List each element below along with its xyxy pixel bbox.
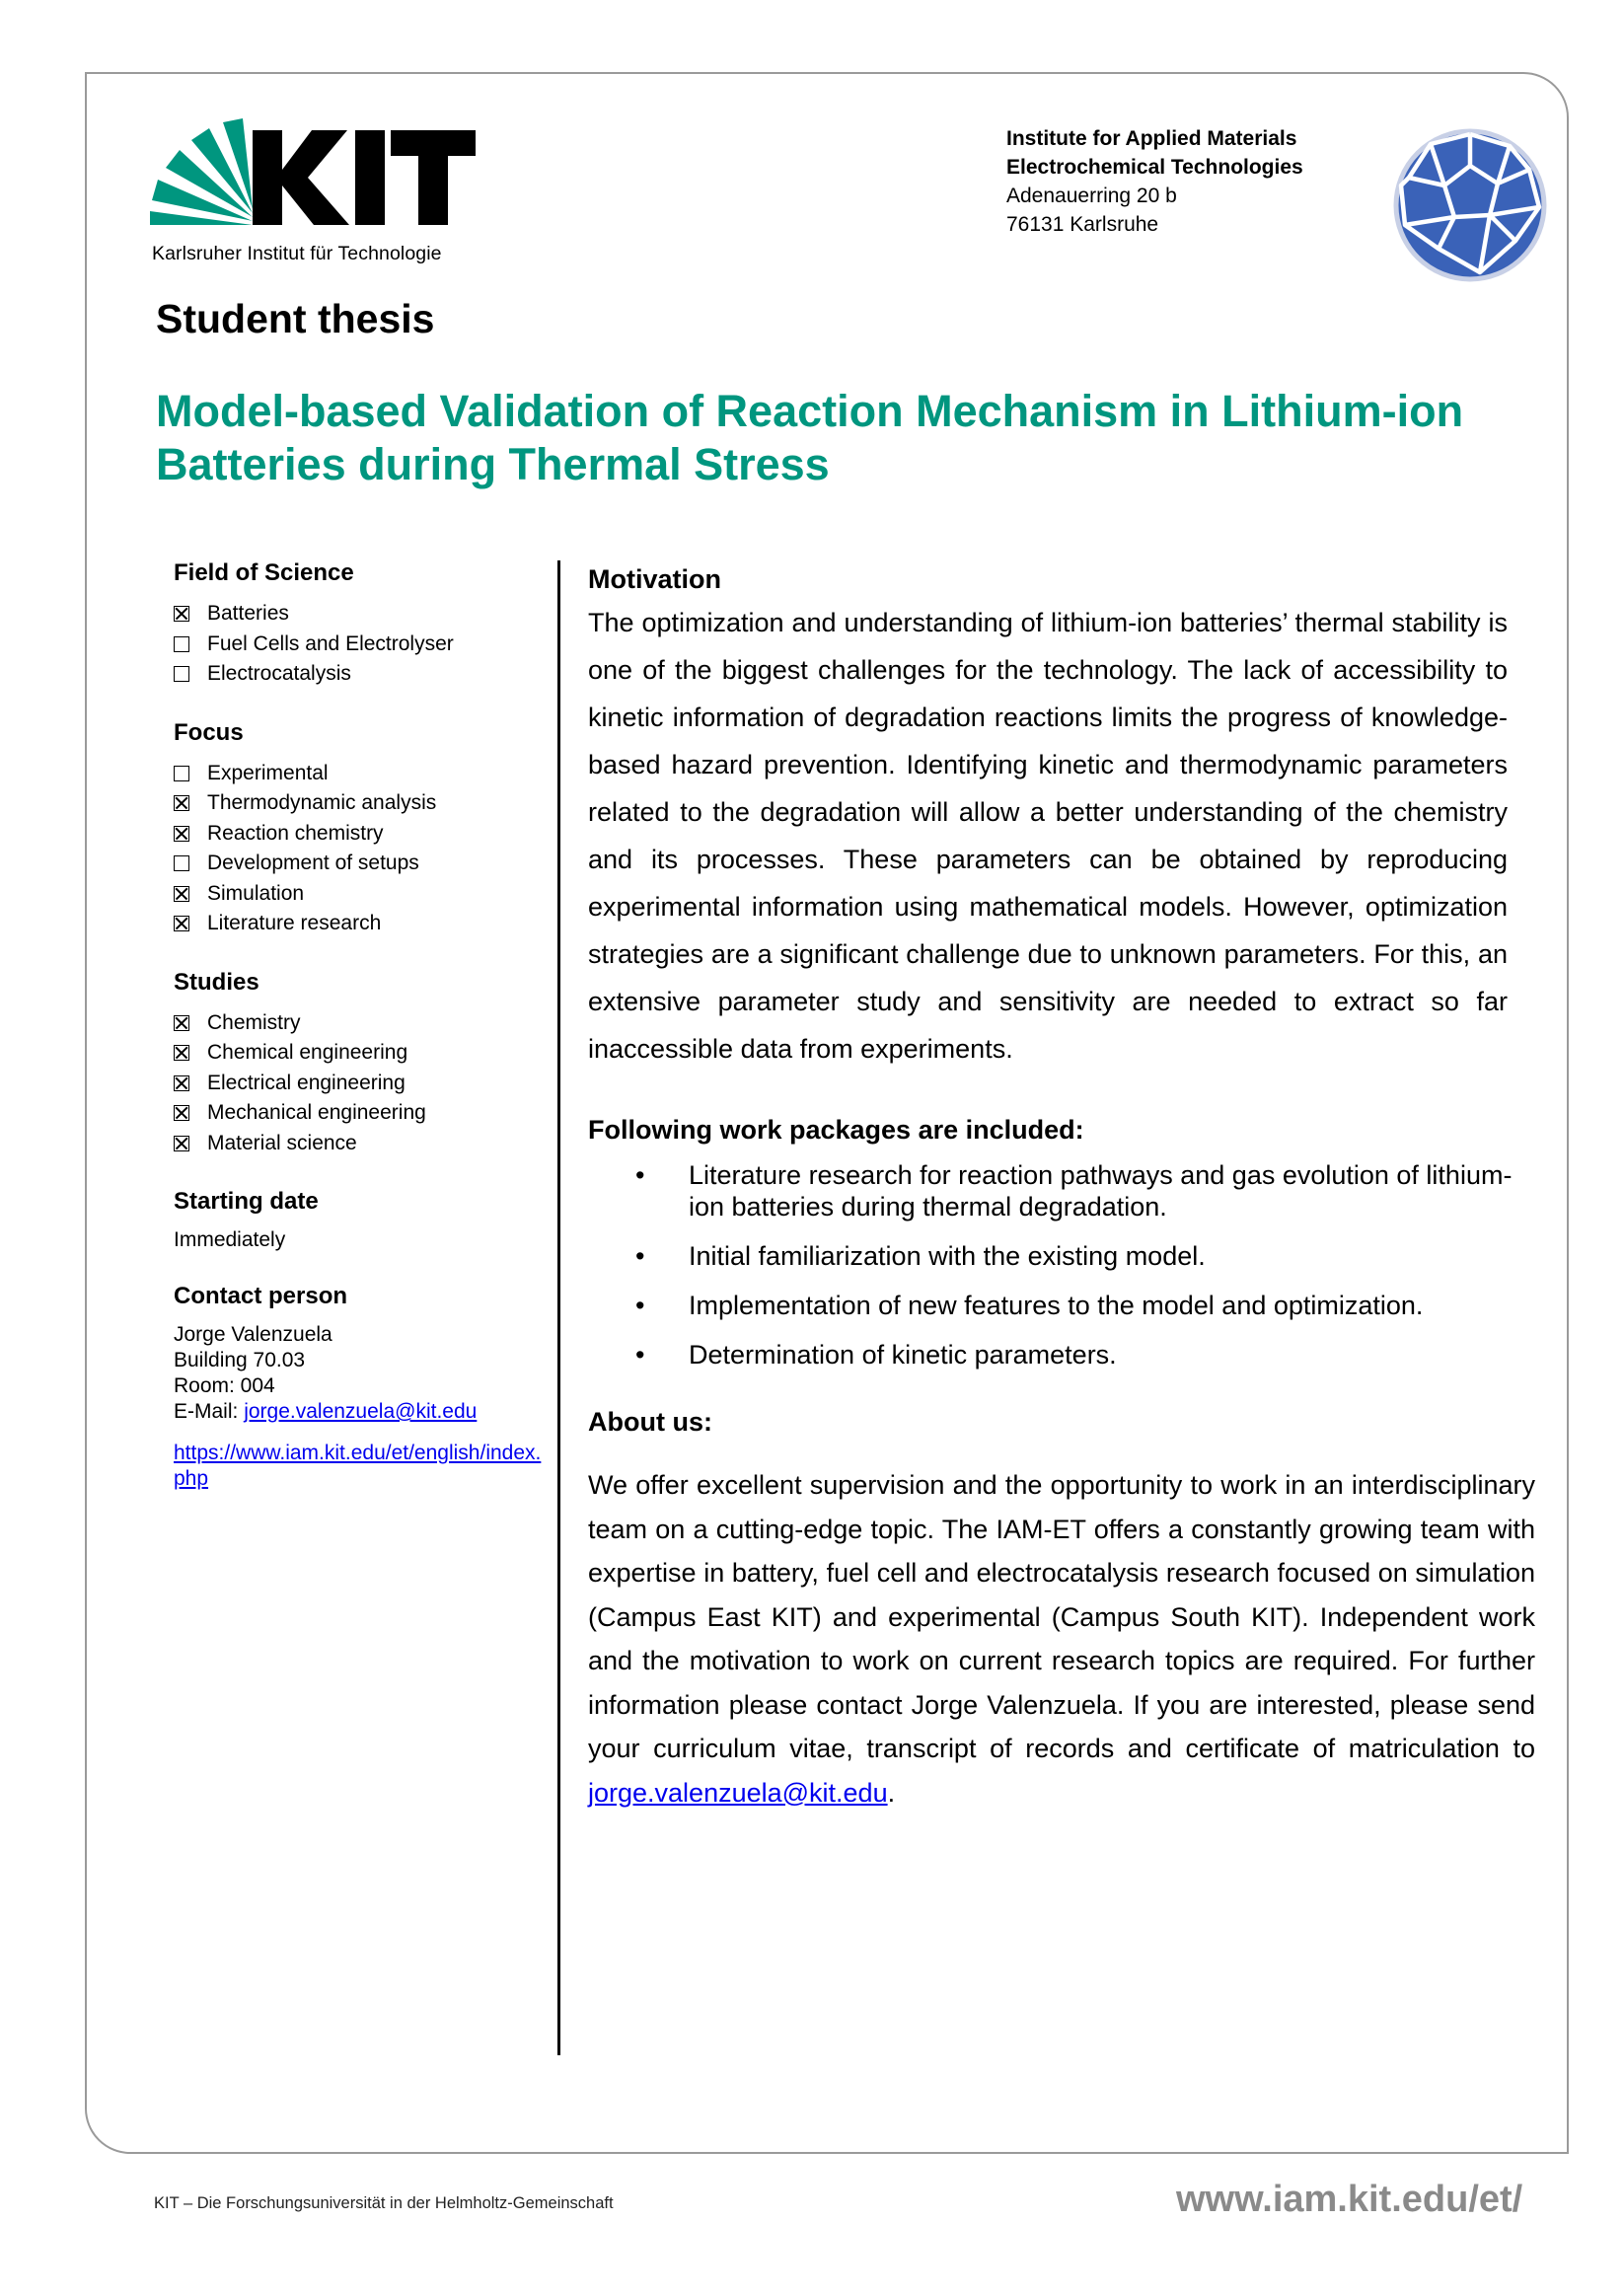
focus-item: [174, 759, 558, 789]
starting-date-section: [174, 1188, 558, 1253]
contact-email-label: E-Mail:: [174, 1400, 245, 1423]
institute-department: Electrochemical Technologies: [1006, 156, 1303, 179]
about-body: We offer excellent supervision and the opportunity to work in an interdisciplinary team on a cutting-edge topic. The IAM-ET offers a constantly growing team with expertise in battery, fuel cell and electrocatalysis research focused on simulation (Campus East KIT) and experimental (Campus South KIT). Independent work and the motivation to work on current research topics are required. For further information please contact Jorge Valenzuela. If you are interested, please send your curriculum vitae, transcript of records and certificate of matriculation to: [588, 1470, 1535, 1763]
studies-item-label: Electrical engineering: [207, 1071, 406, 1094]
focus-item: [174, 879, 558, 910]
contact-building: Building 70.03: [174, 1349, 306, 1371]
checked-checkbox-icon: [174, 1075, 189, 1091]
studies-item: [174, 1129, 558, 1159]
checked-checkbox-icon: [174, 826, 189, 842]
work-package-item: • Determination of kinetic parameters.: [588, 1339, 1535, 1370]
focus-item-label: Thermodynamic analysis: [207, 791, 437, 814]
contact-section: [174, 1283, 558, 1492]
studies-item-label: Chemistry: [207, 1010, 301, 1034]
field-of-science-heading: Field of Science: [174, 559, 354, 586]
studies-item: [174, 1008, 558, 1039]
work-packages-heading: Following work packages are included:: [588, 1115, 1084, 1145]
field-of-science-item-label: Batteries: [207, 602, 289, 625]
field-of-science-list: [174, 599, 558, 690]
focus-item: [174, 788, 558, 819]
about-end: .: [887, 1777, 896, 1808]
motivation-section: [588, 564, 1508, 1073]
contact-room: Room: 004: [174, 1374, 275, 1397]
checked-checkbox-icon: [174, 1015, 189, 1031]
focus-item-label: Experimental: [207, 761, 329, 784]
address-city: 76131 Karlsruhe: [1006, 213, 1159, 236]
unchecked-checkbox-icon: [174, 666, 189, 682]
institute-address: [1006, 124, 1303, 239]
focus-item-label: Literature research: [207, 912, 382, 934]
checked-checkbox-icon: [174, 1105, 189, 1121]
studies-item-label: Material science: [207, 1131, 357, 1154]
checked-checkbox-icon: [174, 795, 189, 811]
field-of-science-item: [174, 659, 558, 690]
polygon-ball-emblem: [1391, 126, 1549, 284]
focus-item-label: Reaction chemistry: [207, 821, 384, 845]
studies-item: [174, 1098, 558, 1129]
work-packages-section: [588, 1115, 1535, 1388]
focus-heading: Focus: [174, 718, 244, 746]
studies-item-label: Chemical engineering: [207, 1041, 408, 1064]
contact-email-link[interactable]: jorge.valenzuela@kit.edu: [244, 1400, 478, 1423]
contact-heading: Contact person: [174, 1283, 348, 1309]
about-text: [588, 1463, 1535, 1815]
contact-name: Jorge Valenzuela: [174, 1323, 332, 1346]
checked-checkbox-icon: [174, 916, 189, 931]
about-email-link[interactable]: jorge.valenzuela@kit.edu: [588, 1777, 888, 1808]
logo-subtitle: Karlsruher Institut für Technologie: [152, 243, 442, 264]
footer-url[interactable]: www.iam.kit.edu/et/: [1176, 2179, 1523, 2220]
studies-section: [174, 969, 558, 1159]
checked-checkbox-icon: [174, 1045, 189, 1061]
sidebar: [174, 559, 558, 1521]
work-package-item: • Implementation of new features to the model and optimization.: [588, 1290, 1535, 1321]
work-packages-list: [588, 1159, 1535, 1370]
institute-website-link[interactable]: https://www.iam.kit.edu/et/english/index.php: [174, 1442, 542, 1490]
focus-list: [174, 759, 558, 939]
field-of-science-item-label: Fuel Cells and Electrolyser: [207, 631, 454, 655]
motivation-text: The optimization and understanding of lithium-ion batteries’ thermal stability is one of the biggest challenges for the technology. The lack of accessibility to kinetic information of degradation reactions limits the progress of knowledge-based hazard prevention. Identifying kinetic and thermodynamic parameters related to the degradation will allow a better understanding of the chemistry and its processes. These parameters can be obtained by reproducing experimental information using mathematical models. However, optimization strategies are a significant challenge due to unknown parameters. For this, an extensive parameter study and sensitivity are needed to extract so far inaccessible data from experiments.: [588, 608, 1508, 1064]
checked-checkbox-icon: [174, 886, 189, 902]
footer-left: KIT – Die Forschungsuniversität in der Helmholtz-Gemeinschaft: [154, 2194, 614, 2212]
studies-item-label: Mechanical engineering: [207, 1101, 426, 1124]
field-of-science-section: [174, 559, 558, 690]
work-package-item: • Initial familiarization with the existing model.: [588, 1240, 1535, 1272]
about-section: [588, 1407, 1535, 1815]
contact-email-line: [174, 1399, 558, 1425]
unchecked-checkbox-icon: [174, 855, 189, 871]
field-of-science-item: [174, 630, 558, 660]
focus-item: [174, 909, 558, 939]
about-heading: About us:: [588, 1407, 712, 1437]
starting-date-value: Immediately: [174, 1228, 286, 1251]
field-of-science-item-label: Electrocatalysis: [207, 662, 351, 685]
work-package-item: • Literature research for reaction pathways and gas evolution of lithium-ion batteries during thermal degradation.: [588, 1159, 1535, 1222]
studies-heading: Studies: [174, 968, 259, 996]
thesis-title: Model-based Validation of Reaction Mechanism in Lithium-ion Batteries during Thermal Stress: [156, 386, 1464, 489]
studies-item: [174, 1038, 558, 1069]
starting-date-heading: Starting date: [174, 1188, 319, 1215]
document-type: Student thesis: [156, 296, 435, 341]
focus-section: [174, 719, 558, 939]
checked-checkbox-icon: [174, 1136, 189, 1151]
studies-list: [174, 1008, 558, 1159]
column-divider: [557, 560, 560, 2055]
motivation-heading: Motivation: [588, 564, 721, 594]
focus-item-label: Simulation: [207, 881, 305, 905]
focus-item-label: Development of setups: [207, 852, 419, 874]
unchecked-checkbox-icon: [174, 766, 189, 781]
studies-item: [174, 1069, 558, 1099]
institute-name: Institute for Applied Materials: [1006, 127, 1297, 150]
address-street: Adenauerring 20 b: [1006, 185, 1177, 207]
field-of-science-item: [174, 599, 558, 630]
focus-item: [174, 849, 558, 879]
unchecked-checkbox-icon: [174, 636, 189, 652]
checked-checkbox-icon: [174, 606, 189, 622]
focus-item: [174, 819, 558, 850]
